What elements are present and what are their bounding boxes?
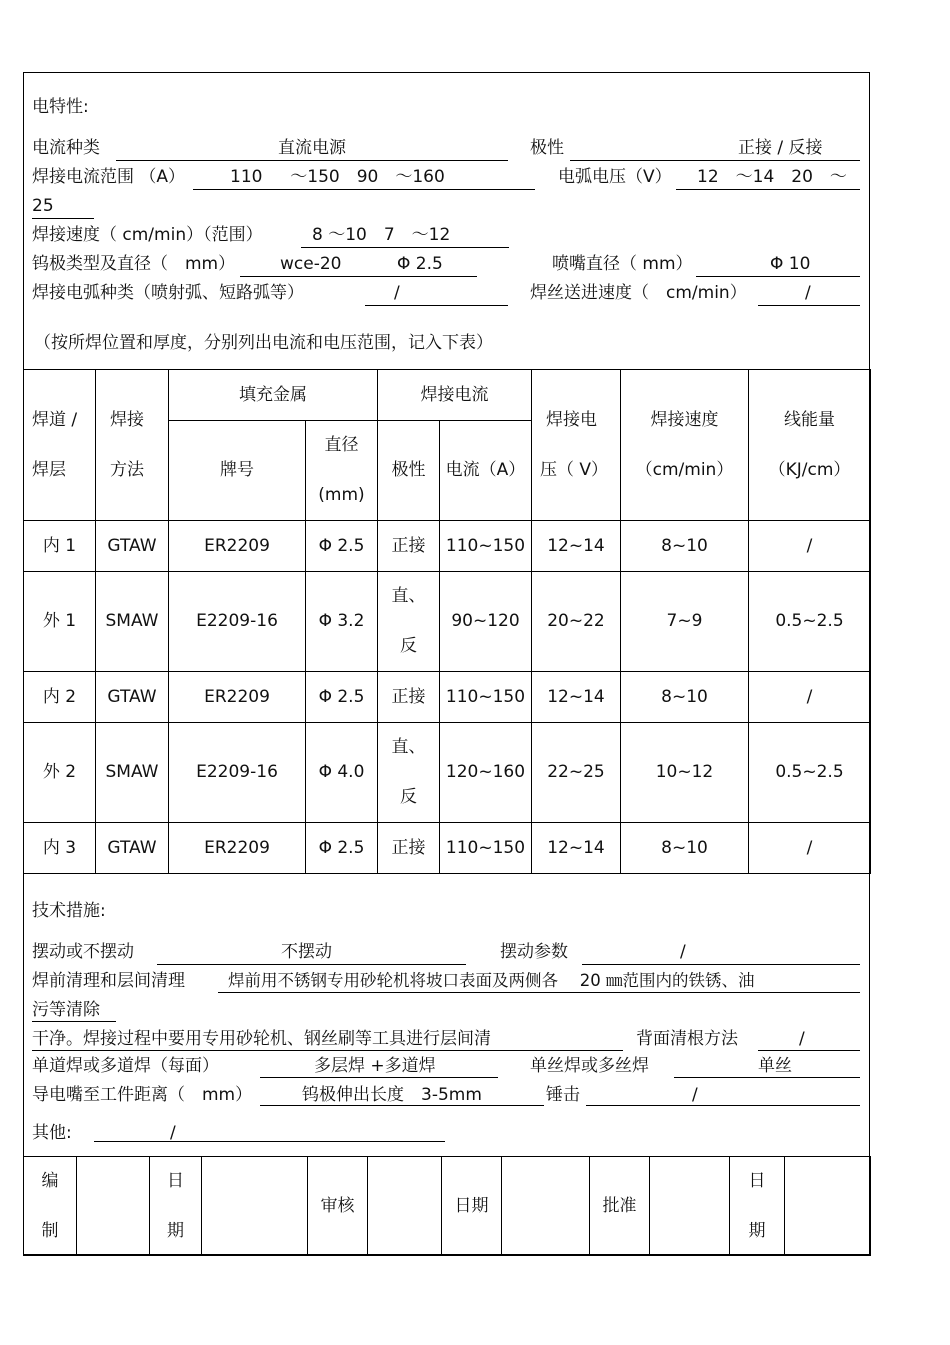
- header-voltage-line2: 压（ V）: [540, 459, 609, 480]
- clean-underline-1: [218, 992, 860, 993]
- cell-brand: ER2209: [169, 521, 306, 572]
- cell-voltage: 12~14: [532, 823, 621, 874]
- cell-voltage: 12~14: [532, 672, 621, 723]
- wire-count-label: 单丝焊或多丝焊: [530, 1056, 649, 1076]
- compile-date-char2: 期: [167, 1220, 184, 1241]
- current-range-value: 110 ～150 90 ～160: [230, 167, 445, 187]
- clean-label: 焊前清理和层间清理: [32, 971, 185, 991]
- reviewed-by-label: 审核: [308, 1157, 368, 1256]
- cell-pass: 内 2: [24, 672, 96, 723]
- cell-heat-input: /: [749, 521, 871, 572]
- arc-voltage-label: 电弧电压（V）: [558, 167, 672, 187]
- arc-type-underline: [365, 305, 508, 306]
- cell-polarity: 正接: [378, 823, 440, 874]
- weld-parameter-table: [23, 369, 871, 874]
- clean-value-1: 焊前用不锈钢专用砂轮机将坡口表面及两侧各 20 ㎜范围内的铁锈、油: [228, 971, 755, 990]
- section-divider-top: [23, 369, 870, 370]
- cell-speed: 8~10: [621, 521, 749, 572]
- table-header-row-1: [24, 370, 871, 421]
- current-type-underline: [116, 160, 508, 161]
- back-gouge-label: 背面清根方法: [636, 1029, 738, 1049]
- weave-param-value: /: [680, 942, 686, 962]
- compiled-by-char1: 编: [41, 1170, 59, 1191]
- table-row: [24, 723, 871, 823]
- current-type-value: 直流电源: [278, 138, 346, 158]
- arc-voltage-underline: [676, 189, 860, 190]
- cell-method: GTAW: [96, 823, 169, 874]
- header-diameter-line1: 直径: [324, 435, 359, 455]
- cell-pass: 内 1: [24, 521, 96, 572]
- wire-count-value: 单丝: [758, 1056, 792, 1076]
- header-speed: [621, 370, 749, 521]
- header-heat-line1: 线能量: [784, 409, 835, 430]
- table-row: [24, 521, 871, 572]
- cell-brand: ER2209: [169, 672, 306, 723]
- cell-polarity: [378, 572, 440, 672]
- weave-param-underline: [582, 964, 860, 965]
- cell-speed: 8~10: [621, 672, 749, 723]
- cell-heat-input: 0.5~2.5: [749, 572, 871, 672]
- weave-underline: [157, 964, 466, 965]
- header-pass-line1: 焊道 /: [32, 409, 78, 430]
- cell-method: GTAW: [96, 672, 169, 723]
- cell-pass: 外 1: [24, 572, 96, 672]
- weave-param-label: 摆动参数: [500, 942, 568, 962]
- cell-method: GTAW: [96, 521, 169, 572]
- cell-method: SMAW: [96, 572, 169, 672]
- header-pass-line2: 焊层: [32, 459, 66, 480]
- cell-heat-input: /: [749, 672, 871, 723]
- speed-label: 焊接速度（ cm/min）（范围）: [32, 225, 263, 245]
- arc-voltage-value-cont: 25: [32, 196, 54, 216]
- cell-speed: 7~9: [621, 572, 749, 672]
- other-label: 其他:: [32, 1123, 72, 1143]
- header-polarity: 极性: [378, 421, 440, 521]
- cell-pass: 内 3: [24, 823, 96, 874]
- table-row: [24, 823, 871, 874]
- approved-by-field[interactable]: [650, 1157, 730, 1256]
- peening-label: 锤击: [546, 1085, 580, 1105]
- wire-feed-underline: [758, 305, 860, 306]
- cell-current: 110~150: [440, 521, 532, 572]
- cell-pass: 外 2: [24, 723, 96, 823]
- header-diameter-line2: (mm): [318, 485, 365, 505]
- section-title-electrical: 电特性:: [32, 97, 89, 117]
- header-heat-input: [749, 370, 871, 521]
- header-voltage-line1: 焊接电: [546, 409, 597, 430]
- cell-voltage: 20~22: [532, 572, 621, 672]
- current-range-underline: [193, 189, 535, 190]
- header-current: 电流（A）: [440, 421, 532, 521]
- compile-date-char1: 日: [167, 1170, 184, 1191]
- approved-by-label: 批准: [590, 1157, 650, 1256]
- compiled-by-label: [24, 1157, 77, 1256]
- header-speed-line2: （cm/min）: [635, 459, 734, 480]
- peening-underline: [586, 1105, 860, 1106]
- cell-diameter: Φ 2.5: [306, 823, 378, 874]
- compiled-by-char2: 制: [41, 1220, 59, 1241]
- wire-feed-value: /: [805, 283, 811, 303]
- polarity-underline: [570, 160, 860, 161]
- cell-diameter: Φ 4.0: [306, 723, 378, 823]
- cell-voltage: 12~14: [532, 521, 621, 572]
- clean-underline-3: [32, 1050, 623, 1051]
- electrode-diameter: Φ 2.5: [397, 254, 443, 274]
- electrode-type: wce-20: [280, 254, 342, 274]
- polarity-label: 极性: [530, 138, 564, 158]
- header-diameter: [306, 421, 378, 521]
- approve-date-label: [730, 1157, 785, 1256]
- header-current-group: 焊接电流: [378, 370, 532, 421]
- header-method-line2: 方法: [110, 459, 144, 480]
- cell-diameter: Φ 2.5: [306, 672, 378, 723]
- clean-value-3: 干净。焊接过程中要用专用砂轮机、钢丝刷等工具进行层间清: [32, 1029, 491, 1049]
- arc-voltage-cont-underline: [32, 218, 94, 219]
- approve-date-char2: 期: [748, 1220, 766, 1241]
- header-method: [96, 370, 169, 521]
- nozzle-value: Φ 10: [770, 254, 811, 274]
- speed-underline: [301, 247, 509, 248]
- current-type-label: 电流种类: [32, 138, 100, 158]
- cell-voltage: 22~25: [532, 723, 621, 823]
- speed-value: 8 ～10 7 ～12: [312, 225, 451, 245]
- cell-brand: E2209-16: [169, 723, 306, 823]
- weave-value: 不摆动: [281, 942, 332, 962]
- header-speed-line1: 焊接速度: [650, 409, 719, 430]
- other-underline: [94, 1141, 445, 1142]
- table-row: [24, 572, 871, 672]
- header-brand: 牌号: [169, 421, 306, 521]
- wire-feed-label: 焊丝送进速度（ cm/min）: [530, 283, 747, 303]
- cell-polarity-line2: 反: [400, 787, 417, 807]
- section-title-technical: 技术措施:: [32, 901, 106, 921]
- cell-polarity: 正接: [378, 521, 440, 572]
- table-note: （按所焊位置和厚度，分别列出电流和电压范围，记入下表）: [34, 333, 493, 353]
- reviewed-by-field[interactable]: [368, 1157, 442, 1256]
- electrode-underline: [240, 276, 477, 277]
- other-value: /: [170, 1123, 176, 1143]
- cell-polarity-line1: 直、: [391, 586, 426, 606]
- cell-polarity: [378, 723, 440, 823]
- single-multi-value: 多层焊 +多道焊: [314, 1056, 436, 1076]
- cell-current: 120~160: [440, 723, 532, 823]
- single-multi-underline: [260, 1077, 498, 1078]
- cell-current: 110~150: [440, 672, 532, 723]
- clean-underline-2: [32, 1021, 116, 1022]
- cell-diameter: Φ 3.2: [306, 572, 378, 672]
- cell-diameter: Φ 2.5: [306, 521, 378, 572]
- cell-current: 90~120: [440, 572, 532, 672]
- arc-type-value: /: [394, 283, 400, 303]
- signoff-table: [23, 1156, 871, 1256]
- ctwd-value: 钨极伸出长度 3-5mm: [302, 1085, 482, 1105]
- cell-current: 110~150: [440, 823, 532, 874]
- compile-date-label: [150, 1157, 202, 1256]
- nozzle-underline: [696, 276, 860, 277]
- back-gouge-value: /: [799, 1029, 805, 1049]
- cell-brand: E2209-16: [169, 572, 306, 672]
- approve-date-char1: 日: [748, 1170, 766, 1191]
- header-method-line1: 焊接: [110, 409, 144, 430]
- cell-polarity-line1: 直、: [391, 737, 426, 757]
- header-voltage: [532, 370, 621, 521]
- cell-brand: ER2209: [169, 823, 306, 874]
- peening-value: /: [692, 1085, 698, 1105]
- cell-heat-input: 0.5~2.5: [749, 723, 871, 823]
- approve-date-field[interactable]: [785, 1157, 871, 1256]
- header-filler: 填充金属: [169, 370, 378, 421]
- cell-polarity-line2: 反: [400, 636, 417, 656]
- cell-speed: 10~12: [621, 723, 749, 823]
- cell-heat-input: /: [749, 823, 871, 874]
- review-date-field[interactable]: [502, 1157, 590, 1256]
- electrode-label: 钨极类型及直径（ mm）: [32, 254, 236, 274]
- weave-label: 摆动或不摆动: [32, 942, 134, 962]
- single-multi-label: 单道焊或多道焊（每面）: [32, 1056, 219, 1076]
- clean-value-2: 污等清除: [32, 1000, 100, 1020]
- cell-polarity: 正接: [378, 672, 440, 723]
- compiled-by-field[interactable]: [77, 1157, 150, 1256]
- cell-method: SMAW: [96, 723, 169, 823]
- review-date-label: 日期: [442, 1157, 502, 1256]
- nozzle-label: 喷嘴直径（ mm）: [552, 254, 693, 274]
- header-pass: [24, 370, 96, 521]
- cell-speed: 8~10: [621, 823, 749, 874]
- current-range-label: 焊接电流范围 （A）: [32, 167, 186, 187]
- arc-type-label: 焊接电弧种类（喷射弧、短路弧等）: [32, 283, 304, 303]
- signoff-row: [24, 1157, 871, 1256]
- compile-date-field[interactable]: [202, 1157, 308, 1256]
- table-row: [24, 672, 871, 723]
- wire-count-underline: [674, 1077, 860, 1078]
- polarity-value: 正接 / 反接: [738, 138, 823, 158]
- arc-voltage-value: 12 ～14 20 ～: [697, 167, 847, 187]
- ctwd-label: 导电嘴至工件距离（ mm）: [32, 1085, 253, 1105]
- header-heat-line2: （KJ/cm）: [768, 459, 851, 480]
- back-gouge-underline: [758, 1050, 860, 1051]
